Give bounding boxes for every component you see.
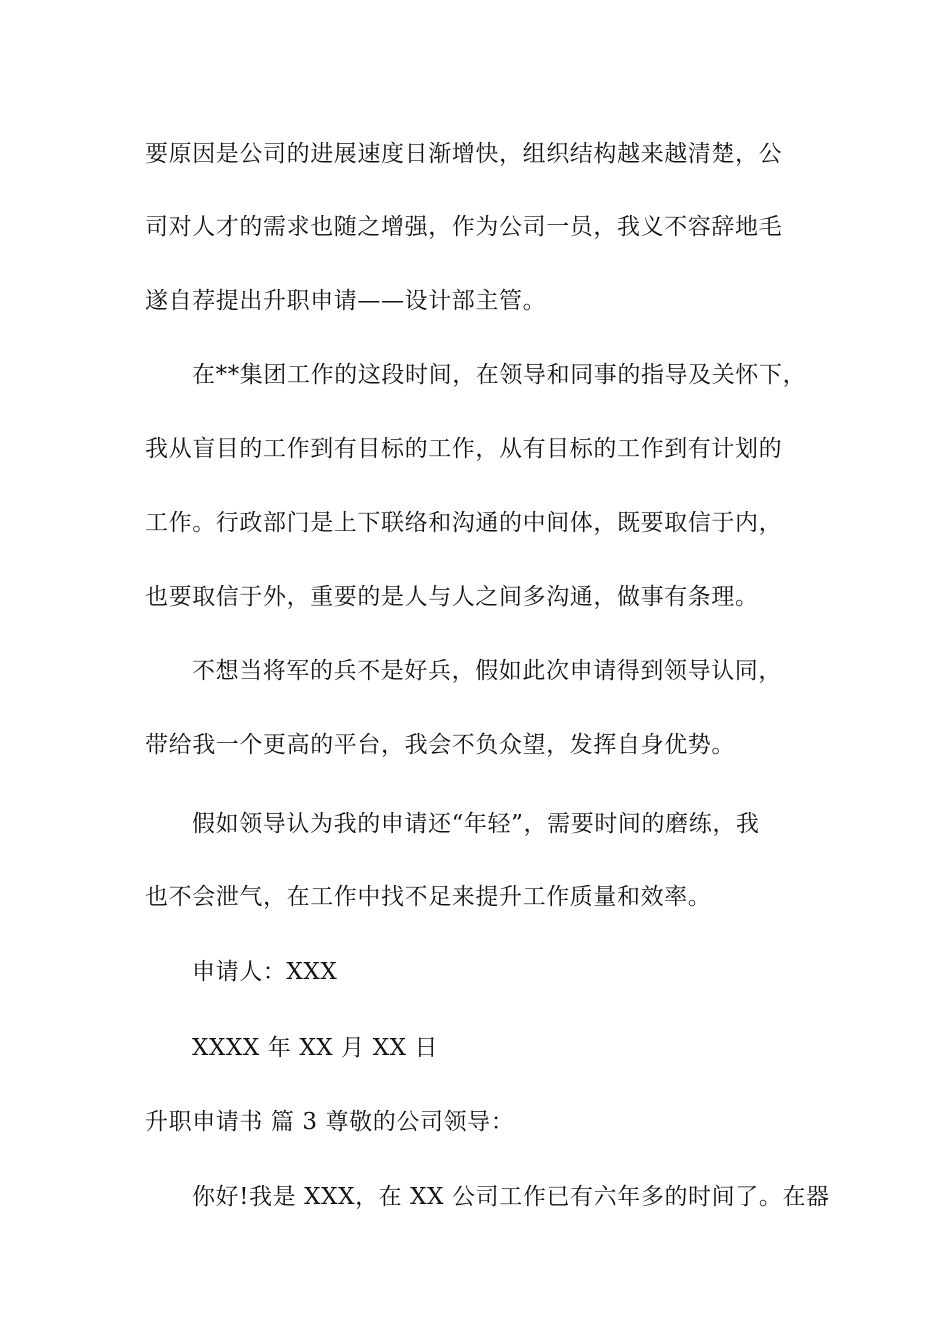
applicant-line: 申请人：XXX: [192, 959, 338, 985]
paragraph-line: 要原因是公司的进展速度日渐增快，组织结构越来越清楚，公: [145, 141, 783, 167]
paragraph-line: 工作。行政部门是上下联络和沟通的中间体，既要取信于内，: [145, 510, 783, 536]
paragraph-line: 遂自荐提出升职申请——设计部主管。: [145, 288, 547, 314]
paragraph-line: 你好!我是 XXX，在 XX 公司工作已有六年多的时间了。在器: [192, 1184, 830, 1210]
paragraph-line: 也要取信于外，重要的是人与人之间多沟通，做事有条理。: [145, 584, 759, 610]
paragraph-line: 在**集团工作的这段时间，在领导和同事的指导及关怀下，: [192, 362, 807, 388]
section-heading: 升职申请书 篇 3 尊敬的公司领导：: [145, 1109, 515, 1135]
paragraph-line: 带给我一个更高的平台，我会不负众望，发挥自身优势。: [145, 732, 735, 758]
paragraph-line: 司对人才的需求也随之增强，作为公司一员，我义不容辞地毛: [145, 214, 783, 240]
date-line: XXXX 年 XX 月 XX 日: [192, 1035, 439, 1061]
paragraph-line: 不想当将军的兵不是好兵，假如此次申请得到领导认同，: [192, 658, 782, 684]
paragraph-line: 假如领导认为我的申请还“年轻”，需要时间的磨练，我: [192, 811, 760, 837]
paragraph-line: 也不会泄气，在工作中找不足来提升工作质量和效率。: [145, 884, 712, 910]
paragraph-line: 我从盲目的工作到有目标的工作，从有目标的工作到有计划的: [145, 436, 783, 462]
